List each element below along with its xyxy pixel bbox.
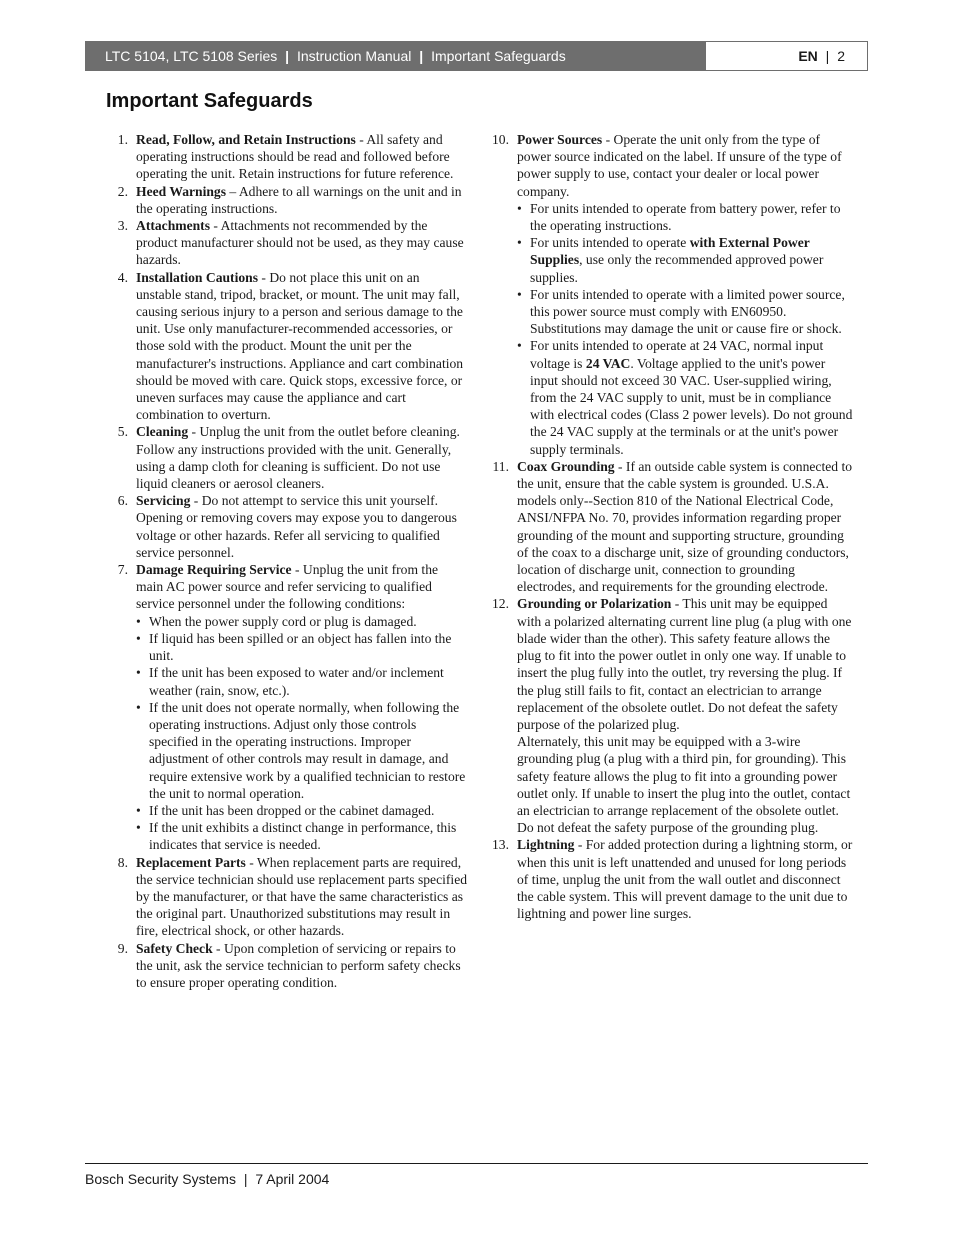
item-term: Installation Cautions xyxy=(136,269,258,285)
condition-item xyxy=(136,819,468,853)
bullet: • xyxy=(136,665,141,681)
header-bar xyxy=(85,41,705,71)
header-section: Important Safeguards xyxy=(431,48,566,64)
power-source-text: For units intended to operate at 24 VAC, normal input voltage is xyxy=(530,338,824,371)
header-separator: | xyxy=(419,48,424,64)
item-number: 2. xyxy=(117,183,128,199)
item-number: 3. xyxy=(117,218,128,234)
item-term: Cleaning xyxy=(136,424,189,440)
safeguard-item xyxy=(106,940,468,992)
item-number: 5. xyxy=(117,424,128,440)
header-separator: | xyxy=(825,48,830,64)
safeguard-item xyxy=(106,854,468,940)
footer-separator: | xyxy=(243,1171,248,1187)
condition-item xyxy=(136,613,468,630)
item-term: Coax Grounding xyxy=(517,458,615,474)
item-text: - Do not attempt to service this unit yourself. Opening or removing covers may expose you to dangerous voltage or other hazards. Refer all servicing to qualified service personnel. xyxy=(136,493,457,560)
power-source-emphasis: with External Power Supplies xyxy=(530,235,810,268)
safeguard-item xyxy=(487,836,853,922)
power-source-item xyxy=(517,234,853,286)
safeguard-item xyxy=(487,595,853,836)
condition-text: If the unit has been dropped or the cabinet damaged. xyxy=(149,802,435,818)
item-number: 1. xyxy=(117,132,128,147)
item-text: - Attachments not recommended by the product manufacturer should not be used, as they may cause hazards. xyxy=(136,218,464,268)
power-source-text: For units intended to operate xyxy=(530,235,690,251)
item-term: Servicing xyxy=(136,493,191,509)
condition-text: If liquid has been spilled or an object has fallen into the unit. xyxy=(149,630,452,664)
safeguard-list-left xyxy=(106,131,468,991)
power-source-emphasis: 24 VAC xyxy=(585,355,631,371)
item-text: - Upon completion of servicing or repairs to the unit, ask the service technician to perform safety checks to ensure proper operating condition. xyxy=(136,940,461,990)
item-term: Damage Requiring Service xyxy=(136,562,292,578)
left-column xyxy=(106,131,468,991)
condition-text: When the power supply cord or plug is damaged. xyxy=(149,613,417,629)
safeguard-item xyxy=(106,492,468,561)
safeguard-item xyxy=(106,561,468,853)
header-doc-type: Instruction Manual xyxy=(296,48,412,64)
item-text: – Adhere to all warnings on the unit and in the operating instructions. xyxy=(136,183,462,216)
header-product: LTC 5104, LTC 5108 Series xyxy=(105,48,278,64)
header-page-box xyxy=(705,41,868,71)
footer xyxy=(85,1171,329,1187)
item-number: 6. xyxy=(117,493,128,509)
safeguard-item xyxy=(106,423,468,492)
condition-item xyxy=(136,664,468,698)
item-text: - Unplug the unit from the outlet before cleaning. Follow any instructions provided with the unit. Generally, using a damp cloth for cleaning is sufficient. Do not use liquid cleaners or aerosol cleaners. xyxy=(136,424,460,492)
page-title: Important Safeguards xyxy=(106,90,313,112)
item-number: 12. xyxy=(492,596,509,612)
item-number: 13. xyxy=(492,837,509,853)
condition-text: If the unit has been exposed to water and/or inclement weather (rain, snow, etc.). xyxy=(149,665,444,698)
condition-item xyxy=(136,699,468,802)
item-text: - When replacement parts are required, the service technician should use replacement parts specified by the manufacturer, or that have the same characteristics as the original part. Unauthorized substitutions may result in fire, electrical shock, or other hazards. xyxy=(136,854,468,939)
condition-text: If the unit does not operate normally, when following the operating instructions. Adjust only those controls specified in the operating instructions. Improper adjustment of other controls may result in damage, and require extensive work by a qualified technician to restore the unit to normal operation. xyxy=(149,699,466,801)
header-language: EN xyxy=(798,48,818,64)
safeguard-item xyxy=(487,131,853,458)
power-source-text: , use only the recommended approved power supplies. xyxy=(530,252,824,285)
item-text: - All safety and operating instructions should be read and followed before operating the unit. Retain instructions for future reference. xyxy=(136,132,454,182)
safeguard-item xyxy=(106,217,468,269)
safeguard-item xyxy=(106,269,468,424)
power-source-item xyxy=(517,200,853,234)
item-term: Lightning xyxy=(517,837,575,853)
power-source-item xyxy=(517,337,853,457)
item-text: - If an outside cable system is connected to the unit, ensure that the cable system is grounded. U.S.A. models only--Section 810 of the National Electrical Code, ANSI/NFPA No. 70, provides information regarding proper grounding of the mount and supporting structure, grounding of the coax to a discharge unit, size of grounding conductors, location of discharge unit, connection to grounding electrodes, and requirements for the grounding electrode. xyxy=(517,458,853,595)
safeguard-item xyxy=(487,458,853,596)
item-term: Heed Warnings xyxy=(136,183,227,199)
item-text: - Unplug the unit from the main AC power source and refer servicing to qualified service personnel under the following conditions: xyxy=(136,562,439,612)
bullet: • xyxy=(517,200,522,216)
bullet: • xyxy=(136,613,141,629)
item-number: 4. xyxy=(117,269,128,285)
condition-text: If the unit exhibits a distinct change in performance, this indicates that service is needed. xyxy=(149,820,457,853)
power-source-list xyxy=(517,200,853,458)
power-source-text: . Voltage applied to the unit's power input should not exceed 30 VAC. User-supplied wiring, from the 24 VAC supply to unit, must be in compliance with electrical codes (Class 2 power levels). Do not ground the 24 VAC supply at the terminals or at the unit's power supply terminals. xyxy=(530,355,853,457)
header-separator: | xyxy=(285,48,290,64)
item-term: Attachments xyxy=(136,218,210,234)
power-source-text: For units intended to operate from battery power, refer to the operating instructions. xyxy=(530,200,841,234)
header-page-number: 2 xyxy=(837,48,845,64)
safeguard-list-right xyxy=(487,131,853,922)
item-text: - For added protection during a lightning storm, or when this unit is left unattended and unused for long periods of time, unplug the unit from the wall outlet and disconnect the cable system. This will prevent damage to the unit due to lightning and power line surges. xyxy=(517,837,853,922)
item-number: 8. xyxy=(117,854,128,870)
bullet: • xyxy=(136,802,141,818)
bullet: • xyxy=(136,699,141,715)
bullet: • xyxy=(136,630,141,646)
bullet: • xyxy=(517,338,522,354)
safeguard-item xyxy=(106,183,468,217)
item-number: 10. xyxy=(492,132,509,147)
condition-list xyxy=(136,613,468,854)
right-column xyxy=(487,131,853,922)
power-source-item xyxy=(517,286,853,338)
footer-company: Bosch Security Systems xyxy=(85,1171,236,1187)
item-number: 7. xyxy=(117,562,128,578)
condition-item xyxy=(136,630,468,664)
item-extra-text: Alternately, this unit may be equipped with a 3-wire grounding plug (a plug with a third pin, for grounding). This safety feature allows the plug to fit into a grounding power outlet only. If unable to insert the plug into the outlet, contact an electrician to arrange replacement of the obsolete outlet. Do not defeat the safety purpose of the grounding plug. xyxy=(517,734,851,836)
bullet: • xyxy=(136,820,141,836)
item-term: Read, Follow, and Retain Instructions xyxy=(136,132,356,147)
safeguard-item xyxy=(106,131,468,183)
power-source-text: For units intended to operate with a limited power source, this power source must comply with EN60950. Substitutions may damage the unit or cause fire or shock. xyxy=(530,286,845,337)
item-text: - Do not place this unit on an unstable stand, tripod, bracket, or mount. The unit may fall, causing serious injury to a person and serious damage to the unit. Use only manufacturer-recommended accessories, or those sold with the product. Mount the unit per the manufacturer's instructions. Appliance and cart combination should be moved with care. Quick stops, excessive force, or uneven surfaces may cause the appliance and cart combination to overturn. xyxy=(136,269,464,423)
footer-rule xyxy=(85,1163,868,1164)
bullet: • xyxy=(517,235,522,251)
item-text: - Operate the unit only from the type of power source indicated on the label. If unsure of the type of power supply to use, contact your dealer or local power company. xyxy=(517,132,842,199)
item-text: - This unit may be equipped with a polarized alternating current line plug (a plug with one blade wider than the other). This safety feature allows the plug to fit into the power outlet in only one way. If unable to insert the plug fully into the outlet, try reversing the plug. If the plug still fails to fit, contact an electrician to arrange replacement of the obsolete outlet. Do not defeat the safety purpose of the polarized plug. xyxy=(517,596,852,732)
item-number: 11. xyxy=(492,458,509,474)
item-term: Grounding or Polarization xyxy=(517,596,672,612)
item-term: Replacement Parts xyxy=(136,854,246,870)
item-number: 9. xyxy=(117,940,128,956)
footer-date: 7 April 2004 xyxy=(255,1171,330,1187)
condition-item xyxy=(136,802,468,819)
item-term: Power Sources xyxy=(517,132,603,147)
bullet: • xyxy=(517,286,522,302)
item-term: Safety Check xyxy=(136,940,213,956)
